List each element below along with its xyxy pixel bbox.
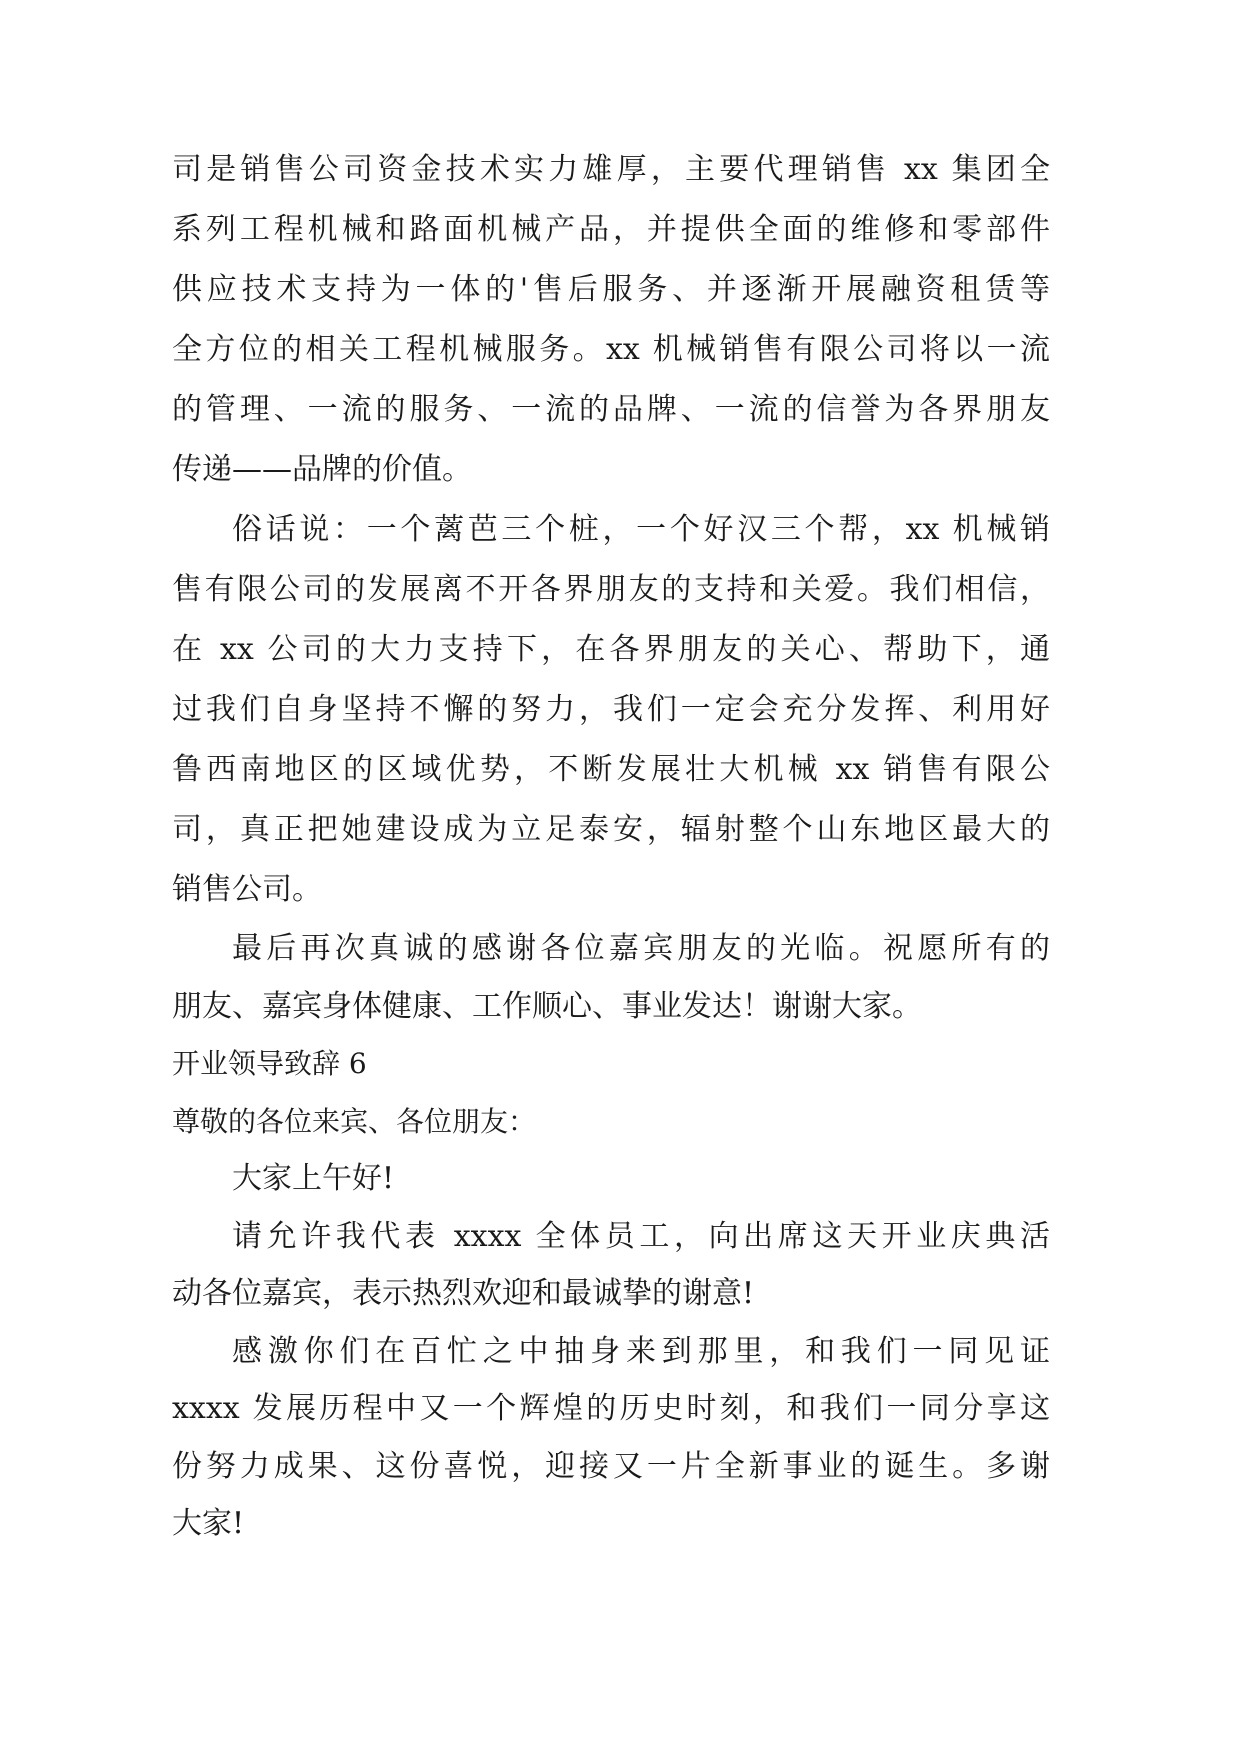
text-line: 俗话说：一个蓠芭三个桩，一个好汉三个帮，xx 机械销	[232, 512, 1050, 547]
paragraph-thanks	[172, 920, 1050, 1035]
text-line: 请允许我代表 xxxx 全体员工，向出席这天开业庆典活	[232, 1218, 1050, 1254]
text-line: 供应技术支持为一体的'售后服务、并逐渐开展融资租赁等	[172, 272, 1050, 307]
document-body	[172, 140, 1050, 1553]
text-line: 司是销售公司资金技术实力雄厚，主要代理销售 xx 集团全	[172, 152, 1050, 187]
text-line: 过我们自身坚持不懈的努力，我们一定会充分发挥、利用好	[172, 692, 1050, 727]
text-line: 司，真正把她建设成为立足泰安，辐射整个山东地区最大的	[172, 812, 1050, 847]
text-line: 传递——品牌的价值。	[172, 452, 472, 487]
paragraph-greeting	[172, 1150, 1050, 1208]
salutation-text: 尊敬的各位来宾、各位朋友：	[172, 1104, 537, 1138]
section-heading	[172, 1035, 1050, 1093]
text-line: 售有限公司的发展离不开各界朋友的支持和关爱。我们相信，	[172, 572, 1050, 607]
paragraph-proverb	[172, 500, 1050, 920]
text-line: 份努力成果、这份喜悦，迎接又一片全新事业的诞生。多谢	[172, 1448, 1050, 1484]
text-line: 全方位的相关工程机械服务。xx 机械销售有限公司将以一流	[172, 332, 1050, 367]
text-line: 在 xx 公司的大力支持下，在各界朋友的关心、帮助下，通	[172, 632, 1050, 667]
text-line: 销售公司。	[172, 872, 322, 907]
salutation	[172, 1093, 1050, 1151]
text-line: 动各位嘉宾，表示热烈欢迎和最诚挚的谢意!	[172, 1276, 755, 1311]
text-line: 最后再次真诚的感谢各位嘉宾朋友的光临。祝愿所有的	[232, 931, 1050, 966]
paragraph-closing	[172, 1323, 1050, 1553]
text-line: 感激你们在百忙之中抽身来到那里，和我们一同见证	[232, 1333, 1050, 1369]
text-line: 的管理、一流的服务、一流的品牌、一流的信誉为各界朋友	[172, 392, 1050, 427]
text-line: xxxx 发展历程中又一个辉煌的历史时刻，和我们一同分享这	[172, 1391, 1050, 1426]
paragraph-company-intro	[172, 140, 1050, 500]
paragraph-welcome	[172, 1208, 1050, 1323]
text-line: 鲁西南地区的区域优势，不断发展壮大机械 xx 销售有限公	[172, 752, 1050, 787]
text-line: 大家上午好!	[232, 1161, 395, 1196]
text-line: 大家!	[172, 1506, 245, 1541]
text-line: 系列工程机械和路面机械产品，并提供全面的维修和零部件	[172, 212, 1050, 247]
heading-text: 开业领导致辞 6	[172, 1047, 367, 1080]
text-line: 朋友、嘉宾身体健康、工作顺心、事业发达！谢谢大家。	[172, 988, 922, 1024]
